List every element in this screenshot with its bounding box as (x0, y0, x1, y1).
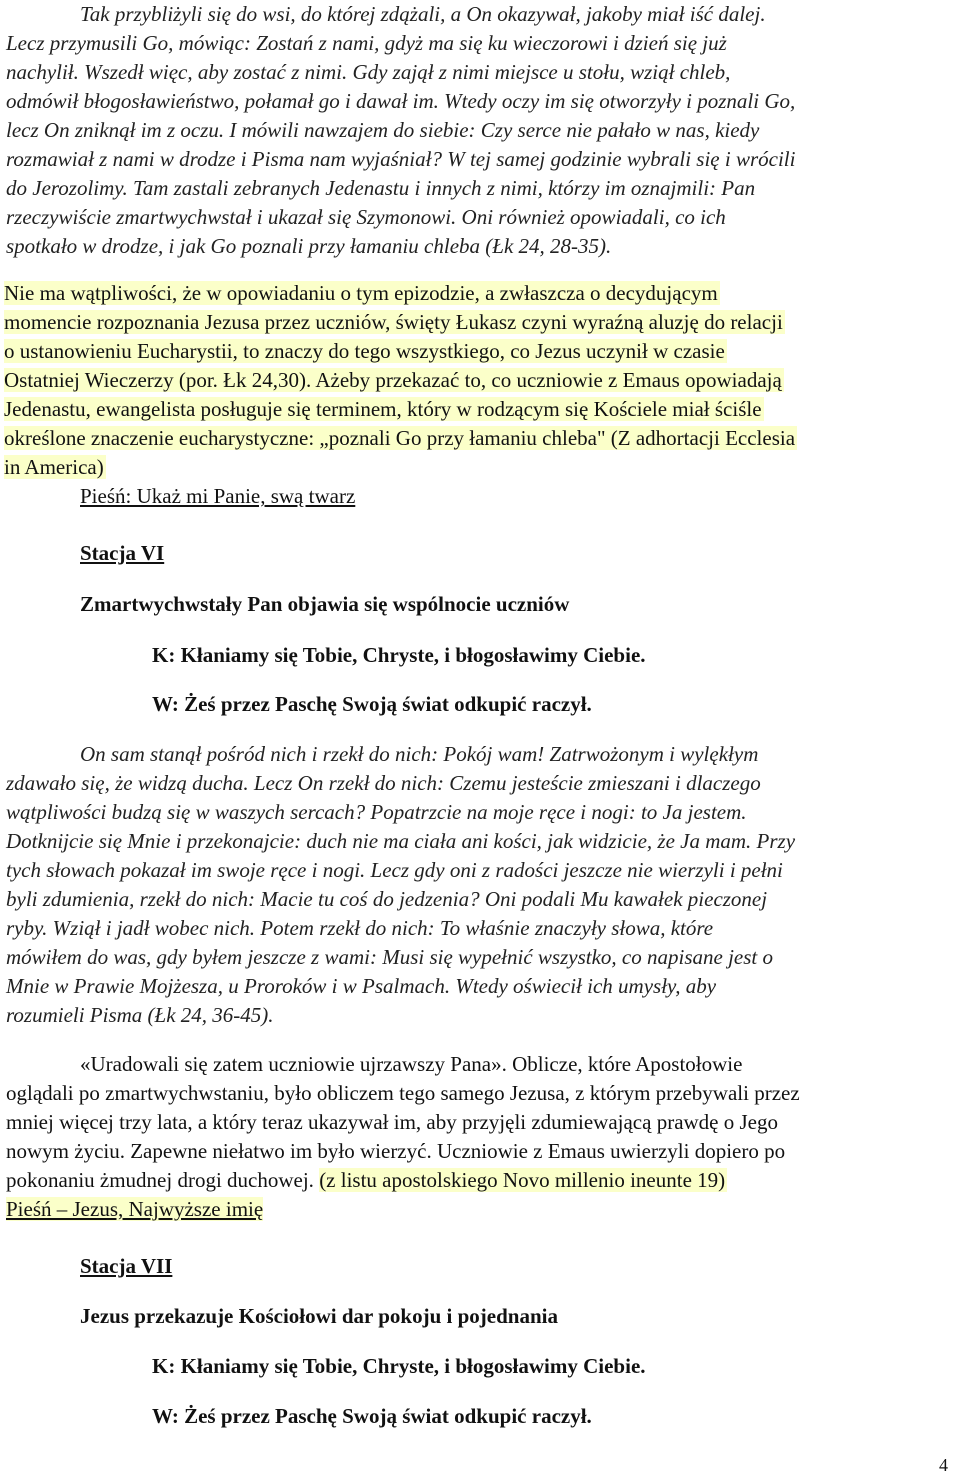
page-number: 4 (939, 1455, 948, 1475)
passage-line: mówiłem do was, gdy byłem jeszcze z wami: Musi się wypełnić wszystko, co napisane jest o (6, 945, 773, 969)
passage-line: rozmawiał z nami w drodze i Pisma nam wyjaśniał? W tej samej godzinie wybrali się i wrócili (6, 147, 796, 171)
station-title: Jezus przekazuje Kościołowi dar pokoju i pojednania (80, 1304, 558, 1328)
song-title: Pieśń: Ukaż mi Panie, swą twarz (80, 484, 356, 508)
response-k: K: Kłaniamy się Tobie, Chryste, i błogosławimy Ciebie. (152, 643, 646, 667)
response-w: W: Żeś przez Paschę Swoją świat odkupić raczył. (152, 692, 592, 716)
passage-line: lecz On zniknął im z oczu. I mówili nawzajem do siebie: Czy serce nie pałało w nas, kiedy (6, 118, 760, 142)
passage-line: zdawało się, że widzą ducha. Lecz On rzekł do nich: Czemu jesteście zmieszani i dlaczego (6, 771, 761, 795)
commentary-line: pokonaniu żmudnej drogi duchowej. (6, 1168, 314, 1192)
commentary-line: mniej więcej trzy lata, a który teraz ukazywał im, aby przyjęli zdumiewającą prawdę o Jego (6, 1110, 778, 1134)
passage-line: wątpliwości budzą się w waszych sercach? Popatrzcie na moje ręce i nogi: to Ja jestem. (6, 800, 747, 824)
passage-line: do Jerozolimy. Tam zastali zebranych Jedenastu i innych z nimi, którzy im oznajmili: Pan (6, 176, 756, 200)
commentary-line: Nie ma wątpliwości, że w opowiadaniu o tym epizodzie, a zwłaszcza o decydującym (4, 281, 718, 305)
commentary-line: in America) (4, 455, 104, 479)
station-title: Zmartwychwstały Pan objawia się wspólnocie uczniów (80, 592, 570, 616)
gospel-passage-appearance (6, 740, 795, 1030)
passage-line: On sam stanął pośród nich i rzekł do nich: Pokój wam! Zatrwożonym i wylękłym (80, 742, 759, 766)
commentary-novo-millenio (6, 1050, 800, 1195)
passage-line: nachylił. Wszedł więc, aby zostać z nimi. Gdy zajął z nimi miejsce u stołu, wziął chleb, (6, 60, 731, 84)
commentary-line: oglądali po zmartwychwstaniu, było obliczem tego samego Jezusa, z którym przebywali przez (6, 1081, 800, 1105)
passage-line: Tak przybliżyli się do wsi, do której zdążali, a On okazywał, jakoby miał iść dalej. (80, 2, 766, 26)
response-k: K: Kłaniamy się Tobie, Chryste, i błogosławimy Ciebie. (152, 1354, 646, 1378)
song-title-text: Pieśń – Jezus, Najwyższe imię (6, 1197, 264, 1221)
commentary-line: momencie rozpoznania Jezusa przez uczniów, święty Łukasz czyni wyraźną aluzję do relacji (4, 310, 783, 334)
response-w: W: Żeś przez Paschę Swoją świat odkupić raczył. (152, 1404, 592, 1428)
commentary-line: określone znaczenie eucharystyczne: „poznali Go przy łamaniu chleba" (Z adhortacji Ecclesia (4, 426, 796, 450)
station-label: Stacja VII (80, 1254, 173, 1278)
commentary-line: nowym życiu. Zapewne niełatwo im było wierzyć. Uczniowie z Emaus uwierzyli dopiero po (6, 1139, 786, 1163)
commentary-line: «Uradowali się zatem uczniowie ujrzawszy Pana». Oblicze, które Apostołowie (80, 1052, 743, 1076)
passage-line: ryby. Wziął i jadł wobec nich. Potem rzekł do nich: To właśnie znaczyły słowa, które (6, 916, 714, 940)
commentary-line: Ostatniej Wieczerzy (por. Łk 24,30). Ażeby przekazać to, co uczniowie z Emaus opowiadają (4, 368, 782, 392)
passage-line: rzeczywiście zmartwychwstał i ukazał się Szymonowi. Oni również opowiadali, co ich (6, 205, 726, 229)
commentary-line: Jedenastu, ewangelista posługuje się terminem, który w rodzącym się Kościele miał ściśle (4, 397, 762, 421)
commentary-ecclesia-in-america (4, 279, 797, 482)
gospel-passage-emaus (6, 0, 795, 261)
song-title (6, 1195, 263, 1224)
passage-line: byli zdumienia, rzekł do nich: Macie tu coś do jedzenia? Oni podali Mu kawałek pieczonej (6, 887, 768, 911)
station-label: Stacja VI (80, 541, 165, 565)
passage-line: tych słowach pokazał im swoje ręce i nogi. Lecz gdy oni z radości jeszcze nie wierzyli i pełni (6, 858, 783, 882)
passage-line: spotkało w drodze, i jak Go poznali przy łamaniu chleba (Łk 24, 28-35). (6, 234, 612, 258)
passage-line: rozumieli Pisma (Łk 24, 36-45). (6, 1003, 274, 1027)
passage-line: Dotknijcie się Mnie i przekonajcie: duch nie ma ciała ani kości, jak widzicie, że Ja mam. Przy (6, 829, 796, 853)
source-citation: (z listu apostolskiego Novo millenio ineunte 19) (319, 1168, 726, 1192)
passage-line: odmówił błogosławieństwo, połamał go i dawał im. Wtedy oczy im się otworzyły i poznali Go, (6, 89, 796, 113)
passage-line: Lecz przymusili Go, mówiąc: Zostań z nami, gdyż ma się ku wieczorowi i dzień się już (6, 31, 727, 55)
commentary-line: o ustanowieniu Eucharystii, to znaczy do tego wszystkiego, co Jezus uczynił w czasie (4, 339, 725, 363)
passage-line: Mnie w Prawie Mojżesza, u Proroków i w Psalmach. Wtedy oświecił ich umysły, aby (6, 974, 717, 998)
